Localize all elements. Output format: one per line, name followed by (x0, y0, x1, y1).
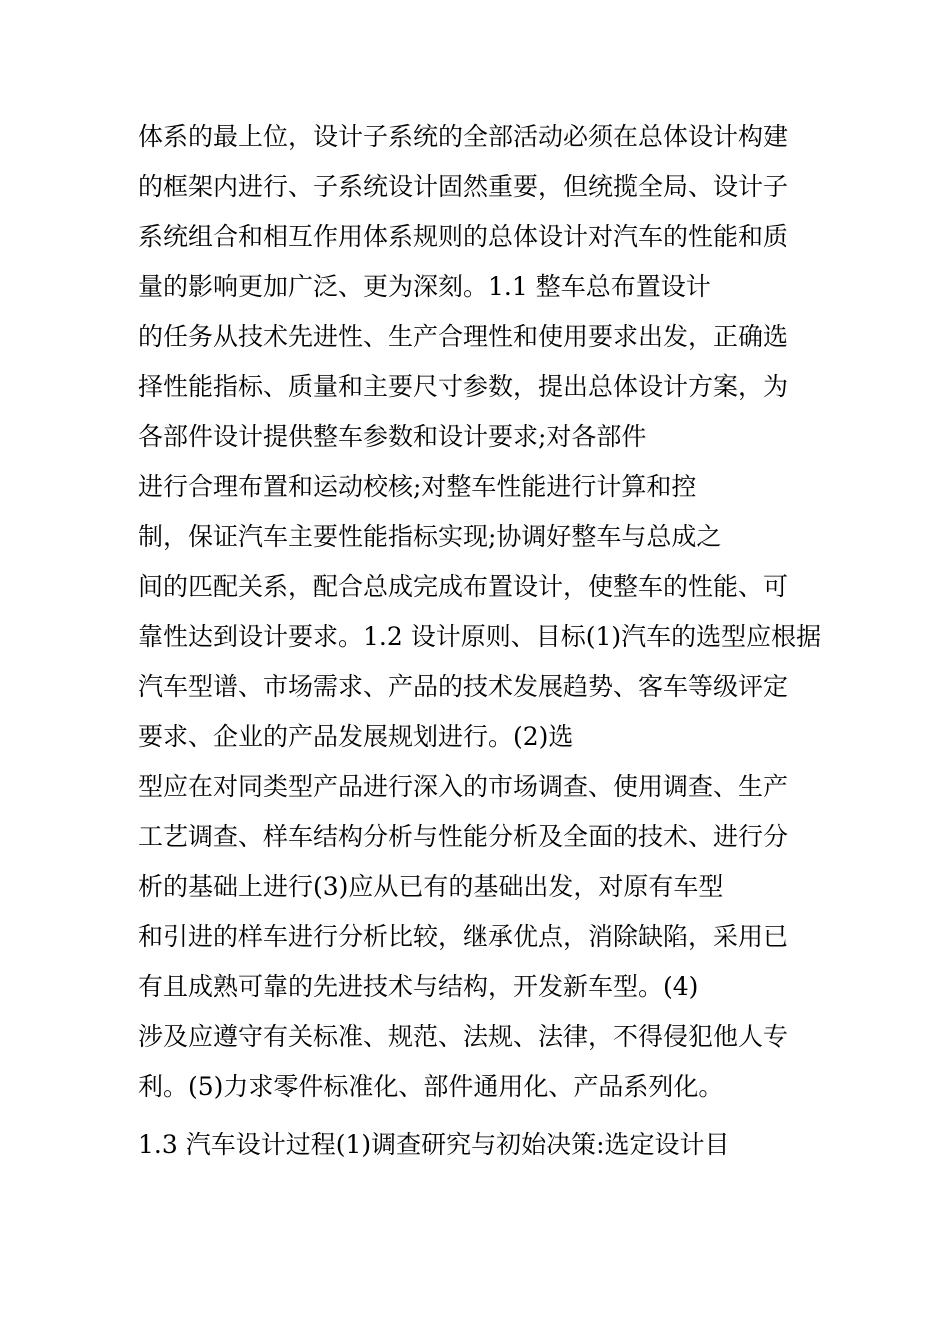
text-line: 汽车型谱、市场需求、产品的技术发展趋势、客车等级评定 (138, 672, 789, 701)
text-line: 系统组合和相互作用体系规则的总体设计对汽车的性能和质 (138, 222, 789, 251)
text-line: 的框架内进行、子系统设计固然重要，但统揽全局、设计子 (138, 172, 789, 201)
text-line: 择性能指标、质量和主要尺寸参数，提出总体设计方案，为 (138, 372, 789, 401)
text-line: 间的匹配关系，配合总成完成布置设计，使整车的性能、可 (138, 572, 789, 601)
text-line: 和引进的样车进行分析比较，继承优点，消除缺陷，采用已 (138, 922, 789, 951)
text-line: 各部件设计提供整车参数和设计要求;对各部件 (138, 422, 647, 451)
text-line: 靠性达到设计要求。1.2 设计原则、目标(1)汽车的选型应根据 (138, 622, 822, 651)
section-heading-line: 1.3 汽车设计过程(1)调查研究与初始决策:选定设计目 (138, 1130, 730, 1159)
text-line: 制，保证汽车主要性能指标实现;协调好整车与总成之 (138, 522, 722, 551)
text-line: 有且成熟可靠的先进技术与结构，开发新车型。(4) (138, 972, 699, 1001)
text-line: 要求、企业的产品发展规划进行。(2)选 (138, 722, 574, 751)
text-line: 利。(5)力求零件标准化、部件通用化、产品系列化。 (138, 1072, 724, 1101)
text-line: 体系的最上位，设计子系统的全部活动必须在总体设计构建 (138, 122, 789, 151)
text-line: 析的基础上进行(3)应从已有的基础出发，对原有车型 (138, 872, 724, 901)
text-line: 涉及应遵守有关标准、规范、法规、法律，不得侵犯他人专 (138, 1022, 789, 1051)
text-line: 型应在对同类型产品进行深入的市场调查、使用调查、生产 (138, 772, 789, 801)
text-line: 量的影响更加广泛、更为深刻。1.1 整车总布置设计 (138, 272, 711, 301)
body-text (138, 112, 828, 1170)
text-line: 的任务从技术先进性、生产合理性和使用要求出发，正确选 (138, 322, 789, 351)
text-line: 工艺调查、样车结构分析与性能分析及全面的技术、进行分 (138, 822, 789, 851)
text-line: 进行合理布置和运动校核;对整车性能进行计算和控 (138, 472, 697, 501)
